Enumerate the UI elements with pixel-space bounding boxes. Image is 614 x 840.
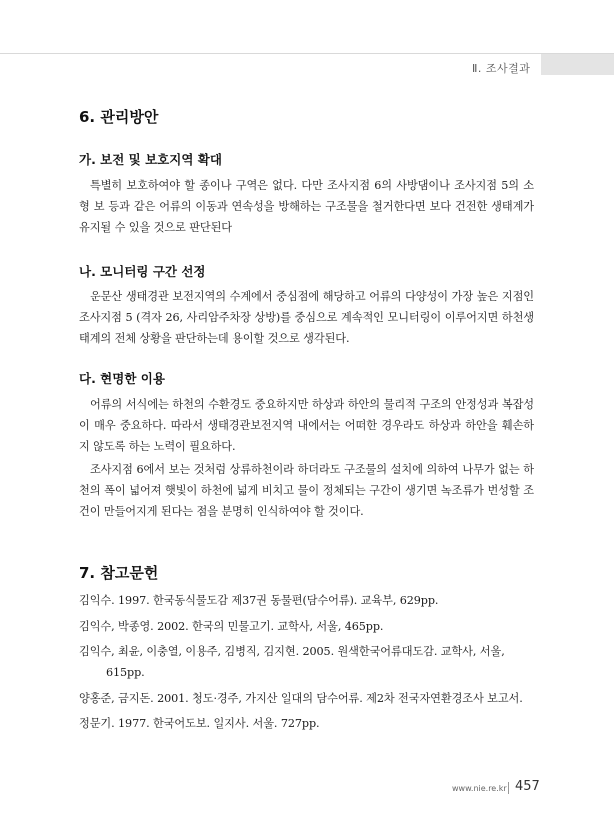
- reference-item: 정문기. 1977. 한국어도보. 일지사. 서울. 727pp.: [79, 717, 320, 730]
- reference-item: 김익수, 최윤, 이충열, 이용주, 김병직, 김지현. 2005. 원색한국어류대도감. 교학사, 서울, 615pp.: [79, 645, 505, 679]
- header-tab-block: [541, 54, 614, 75]
- reference-item: 양홍준, 금지돈. 2001. 청도·경주, 가지산 일대의 담수어류. 제2차 전국자연환경조사 보고서.: [79, 691, 523, 705]
- subsection-c-title: 다. 현명한 이용: [79, 371, 165, 386]
- reference-list: [79, 590, 539, 739]
- section-6-title: 6. 관리방안: [79, 108, 159, 126]
- section-7-title: 7. 참고문헌: [79, 564, 159, 582]
- subsection-a-title: 가. 보전 및 보호지역 확대: [79, 152, 222, 167]
- footer-url: www.nie.re.kr: [452, 784, 507, 793]
- subsection-c-text-1: 어류의 서식에는 하천의 수환경도 중요하지만 하상과 하안의 물리적 구조의 안정성과 복잡성이 매우 중요하다. 따라서 생태경관보전지역 내에서는 어떠한 경우라도 하상과 하안을 훼손하지 않도록 하는 노력이 필요하다.: [79, 398, 534, 453]
- header-rule: [0, 53, 614, 54]
- reference-item: 김익수. 1997. 한국동식물도감 제37권 동물편(담수어류). 교육부, 629pp.: [79, 594, 439, 607]
- footer-separator: [508, 782, 509, 794]
- subsection-a-text: 특별히 보호하여야 할 종이나 구역은 없다. 다만 조사지점 6의 사방댐이나 조사지점 5의 소형 보 등과 같은 어류의 이동과 연속성을 방해하는 구조물을 철거한다면 보다 건전한 생태계가 유지될 수 있을 것으로 판단된다: [79, 179, 534, 234]
- subsection-b-text: 운문산 생태경관 보전지역의 수계에서 중심점에 해당하고 어류의 다양성이 가장 높은 지점인 조사지점 5 (격자 26, 사리암주차장 상방)를 중심으로 계속적인 모니터링이 이루어지면 하천생태계의 전체 상황을 판단하는데 용이할 것으로 생각된다.: [79, 290, 534, 345]
- reference-item: 김익수, 박종영. 2002. 한국의 민물고기. 교학사, 서울, 465pp.: [79, 619, 384, 633]
- page-number: 457: [515, 779, 540, 794]
- subsection-b-title: 나. 모니터링 구간 선정: [79, 264, 206, 279]
- chapter-label: Ⅱ. 조사결과: [472, 62, 531, 75]
- subsection-c-text-2: 조사지점 6에서 보는 것처럼 상류하천이라 하더라도 구조물의 설치에 의하여 나무가 없는 하천의 폭이 넓어져 햇빛이 하천에 넓게 비치고 물이 정체되는 구간이 생기면 녹조류가 번성할 조건이 만들어지게 된다는 점을 분명히 인식하여야 할 것이다.: [79, 463, 534, 518]
